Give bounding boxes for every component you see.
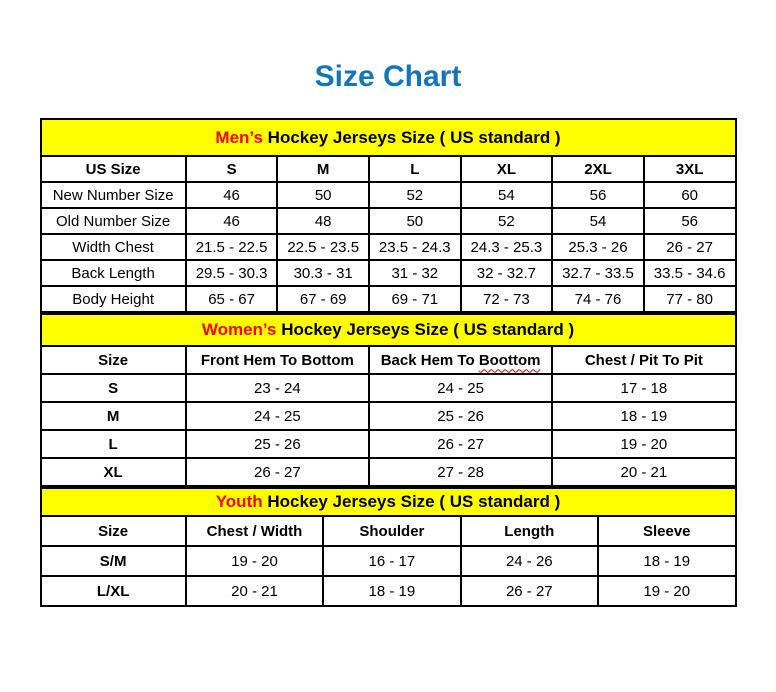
row-label: XL	[41, 458, 186, 486]
value-cell: 17 - 18	[552, 374, 735, 402]
value-cell: 19 - 20	[598, 576, 735, 606]
table-row	[41, 546, 736, 576]
value-cell: 54	[461, 182, 553, 208]
row-label: L	[41, 430, 186, 458]
value-cell: 31 - 32	[369, 260, 461, 286]
value-cell: 46	[186, 182, 278, 208]
band-title-text: Hockey Jerseys Size ( US standard )	[262, 492, 561, 511]
column-header: 3XL	[644, 156, 736, 182]
column-header: Front Hem To Bottom	[186, 346, 369, 374]
value-cell: 77 - 80	[644, 286, 736, 312]
table-row	[41, 234, 736, 260]
row-label: Body Height	[41, 286, 186, 312]
band-highlight-word: Women’s	[201, 320, 277, 339]
column-header: Chest / Pit To Pit	[552, 346, 735, 374]
table-row	[41, 402, 736, 430]
value-cell: 24.3 - 25.3	[461, 234, 553, 260]
band-highlight-word: Youth	[215, 492, 263, 511]
value-cell: 23.5 - 24.3	[369, 234, 461, 260]
value-cell: 26 - 27	[644, 234, 736, 260]
row-label: Width Chest	[41, 234, 186, 260]
value-cell: 32.7 - 33.5	[552, 260, 644, 286]
value-cell: 54	[552, 208, 644, 234]
value-cell: 32 - 32.7	[461, 260, 553, 286]
row-label: Old Number Size	[41, 208, 186, 234]
row-label: New Number Size	[41, 182, 186, 208]
column-header: Length	[461, 516, 598, 546]
column-header-text: Back Hem To	[380, 351, 479, 369]
column-header: Shoulder	[323, 516, 460, 546]
column-header: US Size	[41, 156, 186, 182]
value-cell: 26 - 27	[461, 576, 598, 606]
section-band-row	[41, 314, 736, 346]
column-header	[369, 346, 552, 374]
table-row	[41, 260, 736, 286]
table-row	[41, 458, 736, 486]
section-band-womens	[41, 314, 736, 346]
value-cell: 72 - 73	[461, 286, 553, 312]
value-cell: 25 - 26	[186, 430, 369, 458]
value-cell: 27 - 28	[369, 458, 552, 486]
row-label: M	[41, 402, 186, 430]
value-cell: 48	[277, 208, 369, 234]
column-header: Chest / Width	[186, 516, 323, 546]
value-cell: 24 - 25	[186, 402, 369, 430]
value-cell: 20 - 21	[186, 576, 323, 606]
page-title: Size Chart	[314, 60, 462, 93]
value-cell: 19 - 20	[186, 546, 323, 576]
value-cell: 22.5 - 23.5	[277, 234, 369, 260]
section-band-row	[41, 119, 736, 156]
value-cell: 26 - 27	[186, 458, 369, 486]
table-row	[41, 576, 736, 606]
column-header: S	[186, 156, 278, 182]
column-header-row	[41, 516, 736, 546]
value-cell: 21.5 - 22.5	[186, 234, 278, 260]
value-cell: 24 - 26	[461, 546, 598, 576]
section-band-row	[41, 488, 736, 516]
table-row	[41, 374, 736, 402]
value-cell: 50	[277, 182, 369, 208]
size-table-mens	[40, 118, 737, 313]
value-cell: 18 - 19	[323, 576, 460, 606]
table-row	[41, 208, 736, 234]
table-row	[41, 182, 736, 208]
column-header: L	[369, 156, 461, 182]
value-cell: 29.5 - 30.3	[186, 260, 278, 286]
value-cell: 18 - 19	[598, 546, 735, 576]
column-header-misspelled-word: Boottom	[478, 351, 541, 369]
value-cell: 16 - 17	[323, 546, 460, 576]
table-row	[41, 286, 736, 312]
column-header: Sleeve	[598, 516, 735, 546]
column-header-row	[41, 346, 736, 374]
column-header: Size	[41, 516, 186, 546]
value-cell: 52	[369, 182, 461, 208]
column-header: 2XL	[552, 156, 644, 182]
value-cell: 52	[461, 208, 553, 234]
row-label: S	[41, 374, 186, 402]
section-band-youth	[41, 488, 736, 516]
value-cell: 50	[369, 208, 461, 234]
section-band-mens	[41, 119, 736, 156]
value-cell: 25 - 26	[369, 402, 552, 430]
size-table-youth	[40, 487, 737, 607]
value-cell: 46	[186, 208, 278, 234]
value-cell: 24 - 25	[369, 374, 552, 402]
value-cell: 26 - 27	[369, 430, 552, 458]
value-cell: 20 - 21	[552, 458, 735, 486]
value-cell: 33.5 - 34.6	[644, 260, 736, 286]
size-table-womens	[40, 313, 737, 487]
band-title-text: Hockey Jerseys Size ( US standard )	[262, 127, 561, 147]
table-row	[41, 430, 736, 458]
band-highlight-word: Men’s	[215, 127, 263, 147]
value-cell: 23 - 24	[186, 374, 369, 402]
value-cell: 30.3 - 31	[277, 260, 369, 286]
value-cell: 19 - 20	[552, 430, 735, 458]
value-cell: 56	[552, 182, 644, 208]
size-tables	[40, 118, 737, 607]
column-header-row	[41, 156, 736, 182]
value-cell: 69 - 71	[369, 286, 461, 312]
value-cell: 25.3 - 26	[552, 234, 644, 260]
row-label: L/XL	[41, 576, 186, 606]
column-header: Size	[41, 346, 186, 374]
value-cell: 65 - 67	[186, 286, 278, 312]
column-header: M	[277, 156, 369, 182]
value-cell: 67 - 69	[277, 286, 369, 312]
row-label: S/M	[41, 546, 186, 576]
value-cell: 56	[644, 208, 736, 234]
value-cell: 18 - 19	[552, 402, 735, 430]
value-cell: 74 - 76	[552, 286, 644, 312]
value-cell: 60	[644, 182, 736, 208]
column-header: XL	[461, 156, 553, 182]
band-title-text: Hockey Jerseys Size ( US standard )	[276, 320, 575, 339]
row-label: Back Length	[41, 260, 186, 286]
